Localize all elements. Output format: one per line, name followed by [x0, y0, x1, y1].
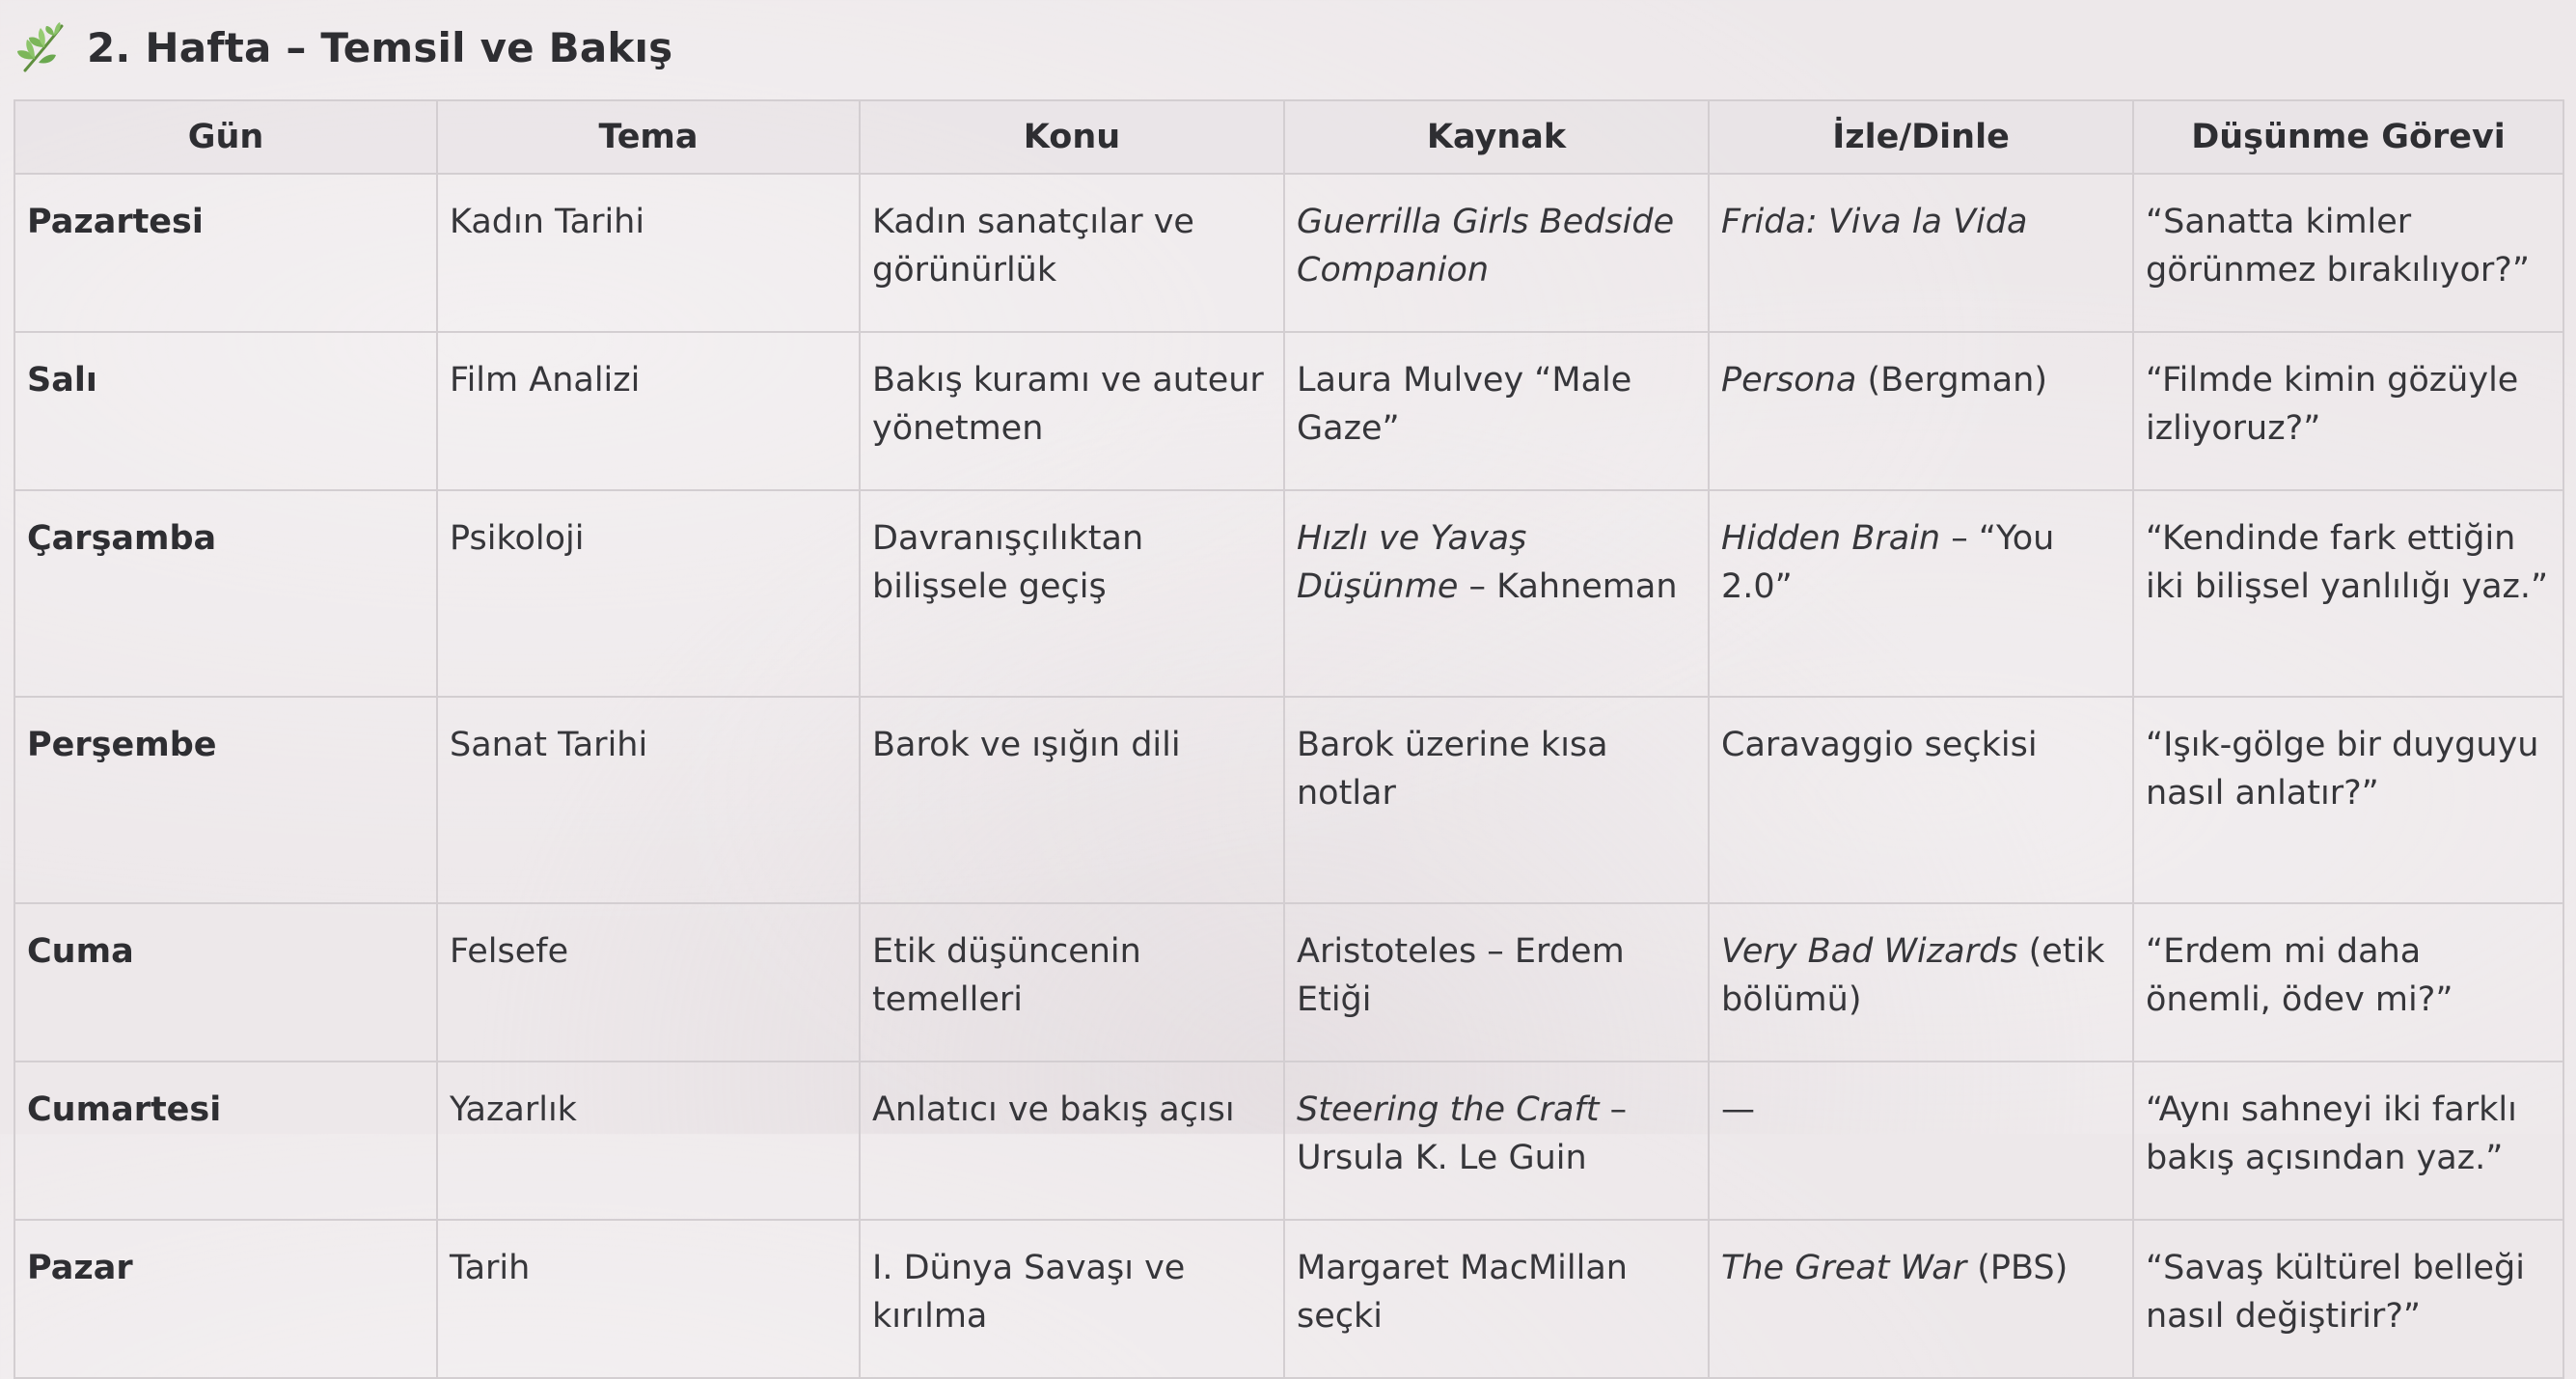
cell-source: [1284, 697, 1709, 903]
cell-theme: Film Analizi: [437, 332, 860, 490]
cell-day: Pazartesi: [14, 174, 437, 332]
source-title: Steering the Craft: [1297, 1090, 1600, 1129]
cell-source: [1284, 1062, 1709, 1220]
watch-title: Persona: [1721, 361, 1857, 400]
source-detail: Aristoteles – Erdem Etiği: [1297, 932, 1625, 1019]
source-detail: Laura Mulvey “Male Gaze”: [1297, 361, 1632, 448]
source-title: Guerrilla Girls Bedside Companion: [1297, 203, 1675, 290]
cell-day: Perşembe: [14, 697, 437, 903]
cell-day: Salı: [14, 332, 437, 490]
cell-theme: Yazarlık: [437, 1062, 860, 1220]
watch-title: Very Bad Wizards: [1721, 932, 2018, 971]
cell-topic: I. Dünya Savaşı ve kırılma: [860, 1220, 1284, 1378]
cell-watch: [1709, 332, 2133, 490]
cell-watch: [1709, 697, 2133, 903]
cell-source: [1284, 174, 1709, 332]
cell-theme: Kadın Tarihi: [437, 174, 860, 332]
watch-detail: (PBS): [1966, 1249, 2069, 1287]
watch-detail: (etik bölümü): [1721, 932, 2105, 1019]
watch-detail: —: [1721, 1090, 1755, 1129]
watch-detail: – “You 2.0”: [1721, 519, 2055, 606]
cell-source: [1284, 1220, 1709, 1378]
header-source: Kaynak: [1284, 100, 1709, 174]
cell-task: “Kendinde fark ettiğin iki bilişsel yanlılığı yaz.”: [2133, 490, 2563, 697]
cell-task: “Sanatta kimler görünmez bırakılıyor?”: [2133, 174, 2563, 332]
cell-topic: Davranışçılıktan bilişsele geçiş: [860, 490, 1284, 697]
table-row: [14, 332, 2563, 490]
cell-watch: [1709, 174, 2133, 332]
cell-watch: [1709, 1062, 2133, 1220]
cell-source: [1284, 903, 1709, 1062]
cell-day: Cumartesi: [14, 1062, 437, 1220]
cell-source: [1284, 332, 1709, 490]
header-theme: Tema: [437, 100, 860, 174]
header-day: Gün: [14, 100, 437, 174]
table-header-row: [14, 100, 2563, 174]
cell-theme: Felsefe: [437, 903, 860, 1062]
cell-task: “Aynı sahneyi iki farklı bakış açısından yaz.”: [2133, 1062, 2563, 1220]
table-row: [14, 697, 2563, 903]
cell-topic: Barok ve ışığın dili: [860, 697, 1284, 903]
cell-topic: Etik düşüncenin temelleri: [860, 903, 1284, 1062]
header-topic: Konu: [860, 100, 1284, 174]
table-row: [14, 490, 2563, 697]
cell-task: “Erdem mi daha önemli, ödev mi?”: [2133, 903, 2563, 1062]
page-heading: [14, 14, 672, 81]
header-reflection-task: Düşünme Görevi: [2133, 100, 2563, 174]
cell-topic: Anlatıcı ve bakış açısı: [860, 1062, 1284, 1220]
watch-detail: (Bergman): [1856, 361, 2048, 400]
header-watch-listen: İzle/Dinle: [1709, 100, 2133, 174]
cell-source: [1284, 490, 1709, 697]
cell-task: “Filmde kimin gözüyle izliyoruz?”: [2133, 332, 2563, 490]
table-row: [14, 174, 2563, 332]
cell-topic: Bakış kuramı ve auteur yönetmen: [860, 332, 1284, 490]
cell-day: Pazar: [14, 1220, 437, 1378]
watch-title: The Great War: [1721, 1249, 1967, 1287]
source-detail: Barok üzerine kısa notlar: [1297, 726, 1608, 813]
cell-task: “Işık-gölge bir duyguyu nasıl anlatır?”: [2133, 697, 2563, 903]
cell-watch: [1709, 1220, 2133, 1378]
cell-watch: [1709, 903, 2133, 1062]
cell-topic: Kadın sanatçılar ve görünürlük: [860, 174, 1284, 332]
table-row: [14, 903, 2563, 1062]
cell-theme: Sanat Tarihi: [437, 697, 860, 903]
leaf-herb-icon: [14, 18, 71, 76]
source-detail: – Kahneman: [1458, 567, 1678, 606]
cell-theme: Psikoloji: [437, 490, 860, 697]
watch-title: Hidden Brain: [1721, 519, 1941, 558]
table-row: [14, 1220, 2563, 1378]
page-title: 2. Hafta – Temsil ve Bakış: [87, 23, 673, 71]
cell-day: Çarşamba: [14, 490, 437, 697]
watch-detail: Caravaggio seçkisi: [1721, 726, 2038, 764]
cell-theme: Tarih: [437, 1220, 860, 1378]
source-title: Hızlı ve Yavaş Düşünme: [1297, 519, 1527, 606]
weekly-schedule-table: [14, 99, 2564, 1379]
cell-watch: [1709, 490, 2133, 697]
source-detail: – Ursula K. Le Guin: [1297, 1090, 1628, 1177]
cell-task: “Savaş kültürel belleği nasıl değiştirir?”: [2133, 1220, 2563, 1378]
watch-title: Frida: Viva la Vida: [1721, 203, 2028, 241]
table-row: [14, 1062, 2563, 1220]
source-detail: Margaret MacMillan seçki: [1297, 1249, 1628, 1336]
cell-day: Cuma: [14, 903, 437, 1062]
